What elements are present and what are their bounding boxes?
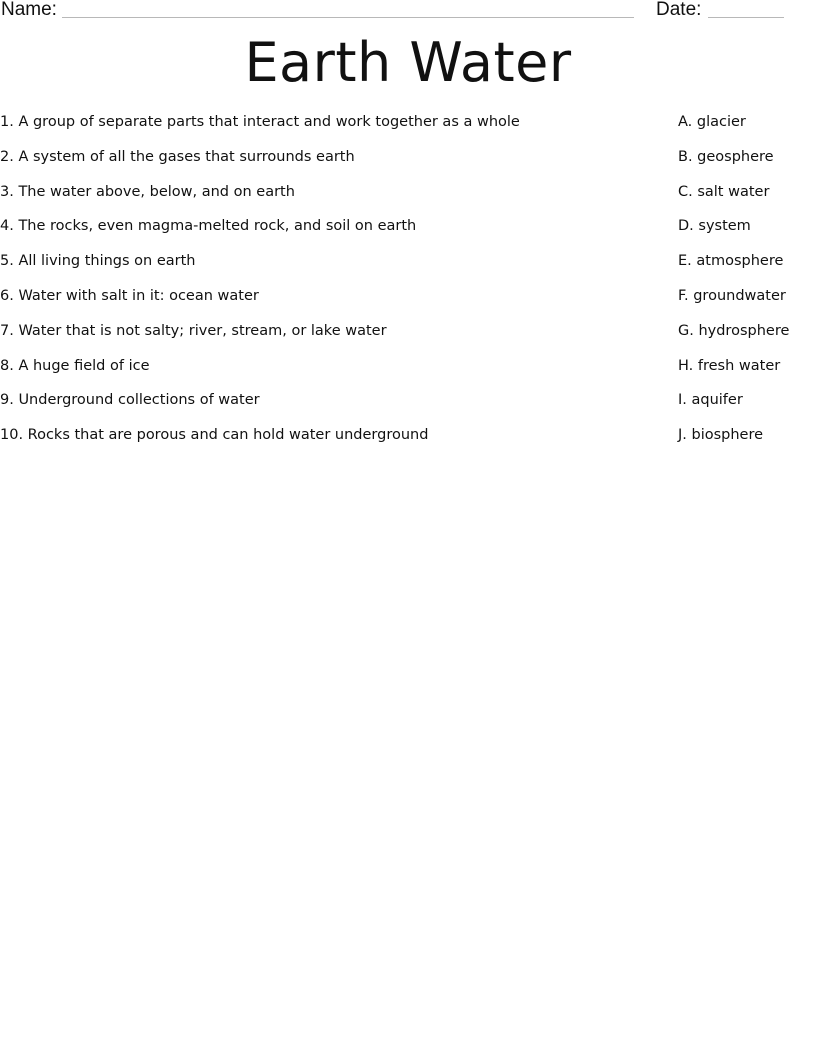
answer-item: C. salt water <box>678 183 770 200</box>
worksheet-header <box>0 0 816 24</box>
date-label: Date: <box>656 0 702 20</box>
date-blank-line[interactable] <box>708 17 784 18</box>
question-item: 3. The water above, below, and on earth <box>0 183 295 200</box>
name-blank-line[interactable] <box>62 17 634 18</box>
answer-item: J. biosphere <box>678 427 764 444</box>
answer-item: I. aquifer <box>678 392 743 409</box>
question-list <box>0 111 640 459</box>
question-item: 2. A system of all the gases that surrounds earth <box>0 148 355 165</box>
answer-item: D. system <box>678 218 751 235</box>
question-item: 1. A group of separate parts that interact and work together as a whole <box>0 114 520 130</box>
answer-list <box>678 111 816 459</box>
page-title: Earth Water <box>244 31 572 94</box>
answer-item: B. geosphere <box>678 148 774 165</box>
question-item: 6. Water with salt in it: ocean water <box>0 287 259 304</box>
question-item: 9. Underground collections of water <box>0 392 260 409</box>
answer-item: F. groundwater <box>678 287 786 304</box>
question-item: 8. A huge field of ice <box>0 357 150 374</box>
question-item: 5. All living things on earth <box>0 253 196 270</box>
answer-item: H. fresh water <box>678 357 781 374</box>
answer-item: A. glacier <box>678 114 746 130</box>
question-item: 10. Rocks that are porous and can hold water underground <box>0 427 429 444</box>
question-item: 4. The rocks, even magma-melted rock, and soil on earth <box>0 218 417 235</box>
answer-item: E. atmosphere <box>678 253 784 270</box>
name-label: Name: <box>1 0 57 20</box>
question-item: 7. Water that is not salty; river, stream, or lake water <box>0 322 387 339</box>
answer-item: G. hydrosphere <box>678 322 790 339</box>
